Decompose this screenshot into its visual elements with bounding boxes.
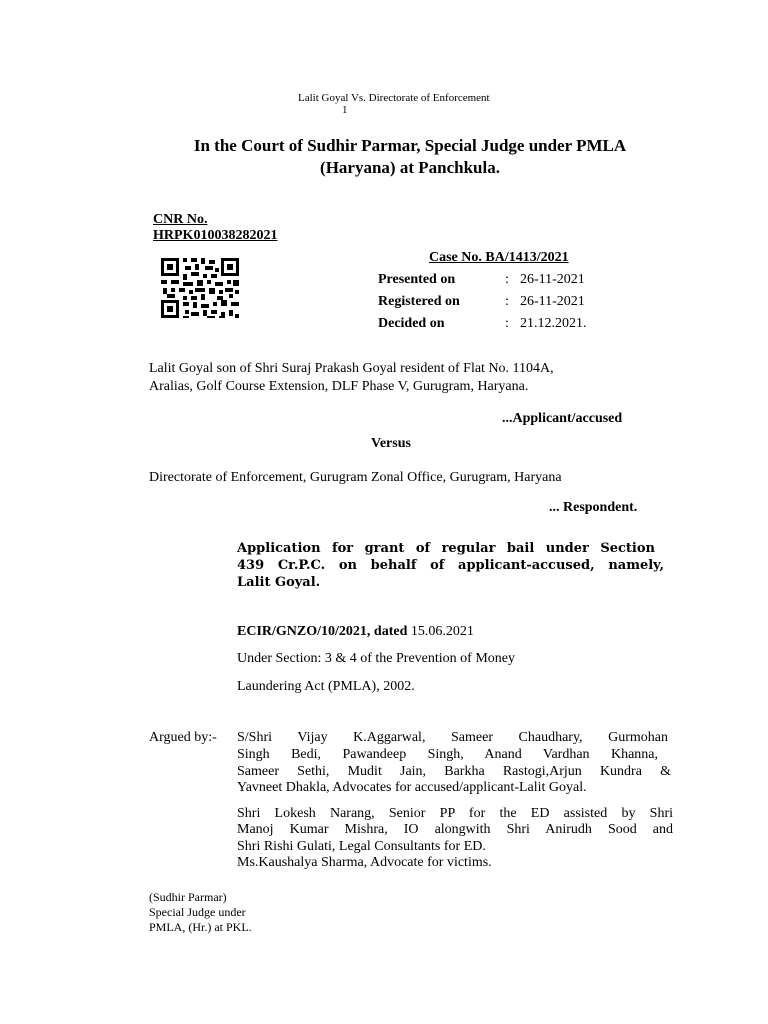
versus-label: Versus bbox=[371, 436, 411, 451]
argued-p1-line-4: Yavneet Dhakla, Advocates for accused/applicant-Lalit Goyal. bbox=[237, 780, 587, 795]
cnr-value: HRPK010038282021 bbox=[153, 228, 278, 243]
application-line-3: Lalit Goyal. bbox=[237, 575, 321, 590]
argued-p1-line-2: Singh Bedi, Pawandeep Singh, Anand Vardhan Khanna, bbox=[237, 747, 658, 762]
decided-on-value: 21.12.2021. bbox=[520, 316, 587, 331]
argued-p1-line-3: Sameer Sethi, Mudit Jain, Barkha Rastogi,Arjun Kundra & bbox=[237, 764, 671, 779]
registered-on-colon: : bbox=[505, 294, 509, 309]
respondent-role: ... Respondent. bbox=[549, 500, 638, 515]
applicant-line-1: Lalit Goyal son of Shri Suraj Prakash Goyal resident of Flat No. 1104A, bbox=[149, 361, 554, 376]
registered-on-value: 26-11-2021 bbox=[520, 294, 585, 309]
page-number: 1 bbox=[342, 104, 348, 116]
respondent-line: Directorate of Enforcement, Gurugram Zonal Office, Gurugram, Haryana bbox=[149, 470, 562, 485]
ecir-section-line-2: Laundering Act (PMLA), 2002. bbox=[237, 679, 415, 694]
decided-on-colon: : bbox=[505, 316, 509, 331]
signature-designation: Special Judge under bbox=[149, 905, 246, 919]
presented-on-label: Presented on bbox=[378, 272, 456, 287]
court-title-line-2: (Haryana) at Panchkula. bbox=[320, 158, 500, 177]
decided-on-label: Decided on bbox=[378, 316, 445, 331]
ecir-reference: ECIR/GNZO/10/2021, dated bbox=[237, 624, 408, 639]
argued-by-label: Argued by:- bbox=[149, 730, 217, 745]
signature-name: (Sudhir Parmar) bbox=[149, 890, 227, 904]
presented-on-value: 26-11-2021 bbox=[520, 272, 585, 287]
application-line-1: Application for grant of regular bail under Section bbox=[237, 541, 655, 556]
applicant-line-2: Aralias, Golf Course Extension, DLF Phase V, Gurugram, Haryana. bbox=[149, 379, 529, 394]
argued-p2-line-3: Shri Rishi Gulati, Legal Consultants for ED. bbox=[237, 839, 486, 854]
running-header-title: Lalit Goyal Vs. Directorate of Enforcement bbox=[298, 92, 490, 104]
qr-code-icon bbox=[159, 256, 241, 320]
signature-place: PMLA, (Hr.) at PKL. bbox=[149, 920, 252, 934]
case-number: Case No. BA/1413/2021 bbox=[429, 250, 569, 265]
court-title-line-1: In the Court of Sudhir Parmar, Special Judge under PMLA bbox=[193, 136, 627, 155]
registered-on-label: Registered on bbox=[378, 294, 460, 309]
presented-on-colon: : bbox=[505, 272, 509, 287]
ecir-line bbox=[237, 624, 474, 640]
argued-p2-line-2: Manoj Kumar Mishra, IO alongwith Shri Anirudh Sood and bbox=[237, 822, 673, 837]
application-line-2: 439 Cr.P.C. on behalf of applicant-accused, namely, bbox=[237, 558, 664, 573]
applicant-role: ...Applicant/accused bbox=[502, 411, 623, 426]
argued-p2-line-4: Ms.Kaushalya Sharma, Advocate for victims. bbox=[237, 855, 492, 870]
argued-p1-line-1: S/Shri Vijay K.Aggarwal, Sameer Chaudhary, Gurmohan bbox=[237, 730, 668, 745]
cnr-label: CNR No. bbox=[153, 212, 208, 227]
ecir-date: 15.06.2021 bbox=[407, 624, 474, 639]
ecir-section-line-1: Under Section: 3 & 4 of the Prevention of Money bbox=[237, 651, 516, 666]
argued-p2-line-1: Shri Lokesh Narang, Senior PP for the ED assisted by Shri bbox=[237, 806, 673, 821]
